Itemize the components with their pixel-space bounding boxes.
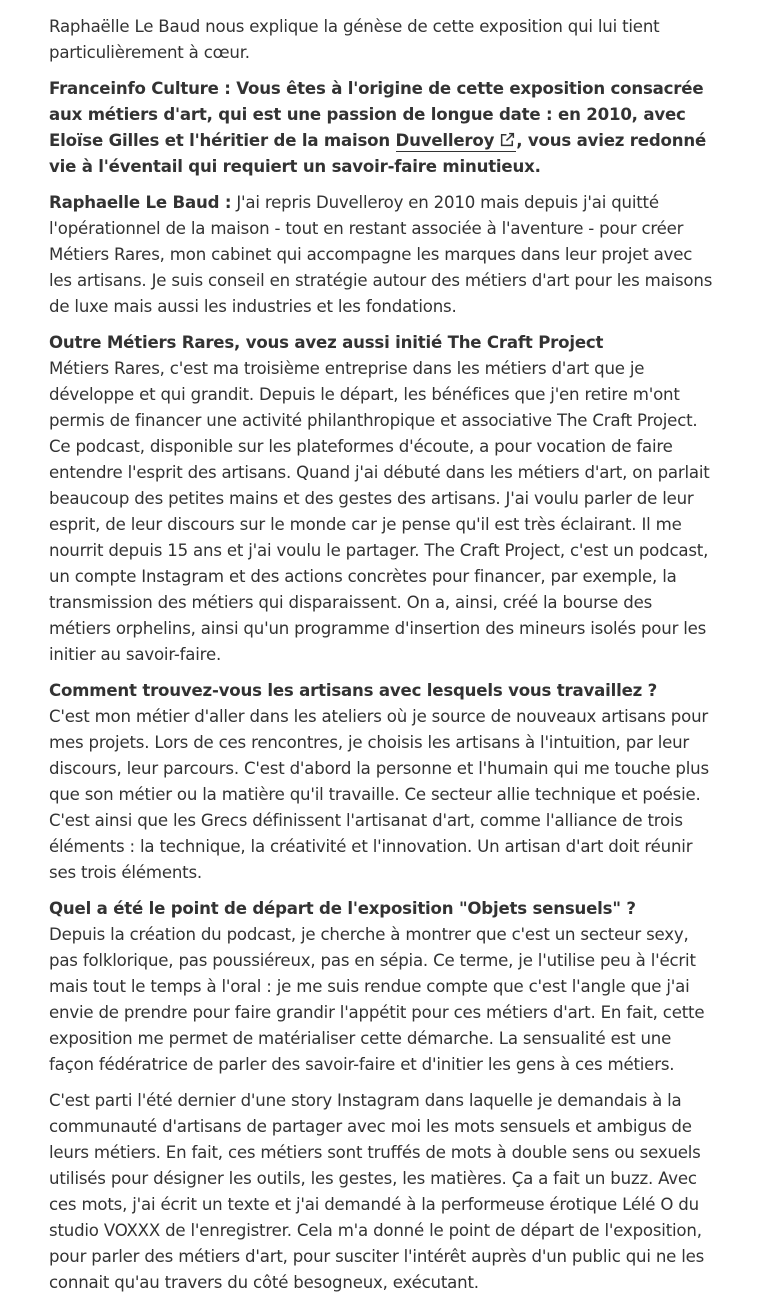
speaker-name: Raphaelle Le Baud : (49, 193, 232, 212)
external-link-icon[interactable] (499, 131, 516, 148)
section-craft-project (49, 330, 717, 668)
section-artisans (49, 678, 717, 886)
answer-1-text: J'ai repris Duvelleroy en 2010 mais depuis j'ai quitté l'opérationnel de la maison - tout en restant associée à l'aventure - pour créer Métiers Rares, mon cabinet qui accompagne les marques dans leur projet avec les artisans. Je suis conseil en stratégie autour des métiers d'art pour les maisons de luxe mais aussi les industries et les fondations. (49, 193, 713, 316)
answer-3: C'est mon métier d'aller dans les ateliers où je source de nouveaux artisans pour mes projets. Lors de ces rencontres, je choisis les artisans à l'intuition, par leur discours, leur parcours. C'est d'abord la personne et l'humain qui me touche plus que son métier ou la matière qu'il travaille. Ce secteur allie technique et poésie. C'est ainsi que les Grecs définissent l'artisanat d'art, comme l'alliance de trois éléments : la technique, la créativité et l'innovation. Un artisan d'art doit réunir ses trois éléments. (49, 707, 709, 882)
question-1-text-end: , vous aviez redonné vie à l'éventail qui requiert un savoir-faire minutieux. (49, 131, 707, 176)
answer-2: Métiers Rares, c'est ma troisième entreprise dans les métiers d'art que je développe et qui grandit. Depuis le départ, les bénéfices que j'en retire m'ont permis de financer une activité philanthropique et associative The Craft Project. Ce podcast, disponible sur les plateformes d'écoute, a pour vocation de faire entendre l'esprit des artisans. Quand j'ai débuté dans les métiers d'art, on parlait beaucoup des petites mains et des gestes des artisans. J'ai voulu parler de leur esprit, de leur discours sur le monde car je pense qu'il est très éclairant. Il me nourrit depuis 15 ans et j'ai voulu le partager. The Craft Project, c'est un podcast, un compte Instagram et des actions concrètes pour financer, par exemple, la transmission des métiers qui disparaissent. On a, ainsi, créé la bourse des métiers orphelins, ainsi qu'un programme d'insertion des mineurs isolés pour les initier au savoir-faire. (49, 359, 710, 664)
question-1 (49, 76, 717, 180)
question-4: Quel a été le point de départ de l'exposition "Objets sensuels" ? (49, 899, 636, 918)
duvelleroy-link[interactable] (396, 131, 517, 152)
question-1-text-start: Franceinfo Culture : Vous êtes à l'origine de cette exposition consacrée aux métiers d'art, qui est une passion de longue date : en 2010, avec Eloïse Gilles et l'héritier de la maison (49, 79, 704, 150)
section-exposition (49, 896, 717, 1078)
last-paragraph: C'est parti l'été dernier d'une story Instagram dans laquelle je demandais à la communauté d'artisans de partager avec moi les mots sensuels et ambigus de leurs métiers. En fait, ces métiers sont truffés de mots à double sens ou sexuels utilisés pour désigner les outils, les gestes, les matières. Ça a fait un buzz. Avec ces mots, j'ai écrit un texte et j'ai demandé à la performeuse érotique Lélé O du studio VOXXX de l'enregistrer. Cela m'a donné le point de départ de l'exposition, pour parler des métiers d'art, pour susciter l'intérêt auprès d'un public qui ne les connait qu'au travers du côté besogneux, exécutant. (49, 1091, 705, 1292)
answer-4: Depuis la création du podcast, je cherche à montrer que c'est un secteur sexy, pas folklorique, pas poussiéreux, pas en sépia. Ce terme, je l'utilise peu à l'écrit mais tout le temps à l'oral : je me suis rendue compte que c'est l'angle que j'ai envie de prendre pour faire grandir l'appétit pour ces métiers d'art. En fait, cette exposition me permet de matérialiser cette démarche. La sensualité est une façon fédératrice de parler des savoir-faire et d'initier les gens à ces métiers. (49, 925, 705, 1074)
duvelleroy-link-label[interactable]: Duvelleroy (395, 131, 495, 150)
question-3: Comment trouvez-vous les artisans avec lesquels vous travaillez ? (49, 681, 658, 700)
answer-1 (49, 190, 717, 320)
question-2: Outre Métiers Rares, vous avez aussi initié The Craft Project (49, 333, 604, 352)
intro-paragraph: Raphaëlle Le Baud nous explique la génèse de cette exposition qui lui tient particulièrement à cœur. (49, 17, 660, 62)
